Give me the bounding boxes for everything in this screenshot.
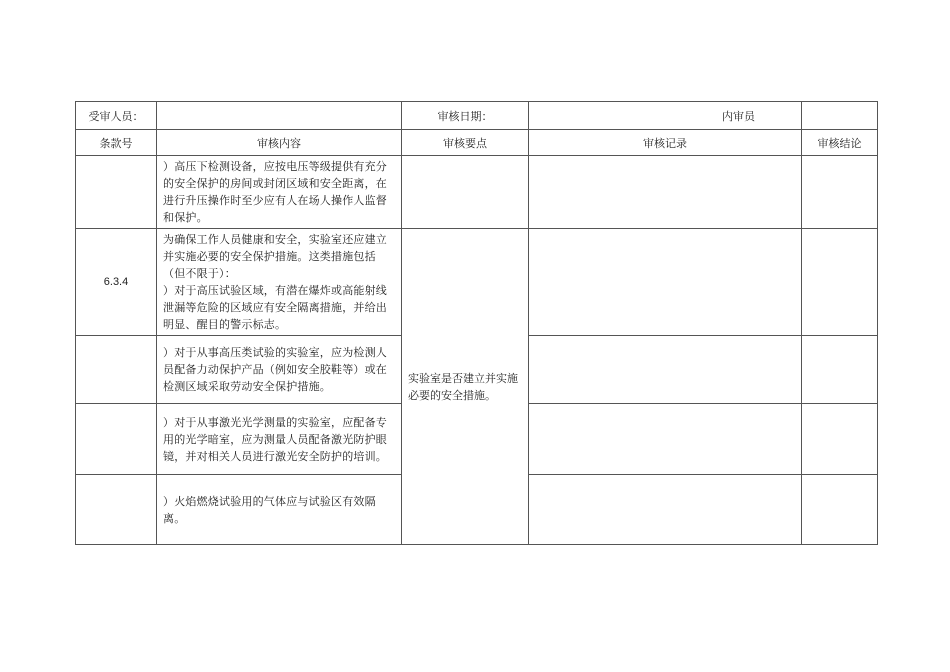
conclusion-cell[interactable] [802,404,878,475]
column-header-row [76,130,878,156]
record-cell[interactable] [529,404,802,475]
conclusion-cell[interactable] [802,336,878,404]
content-cell: ）对于从事高压类试验的实验室，应为检测人员配备力动保护产品（例如安全胶鞋等）或在检测区域采取劳动安全保护措施。 [157,336,402,404]
table-row [76,229,878,336]
header-info-row [76,102,878,130]
clause-cell [76,156,157,229]
table-row [76,156,878,229]
column-header-conclusion: 审核结论 [802,130,878,156]
content-cell: ）火焰燃烧试验用的气体应与试验区有效隔离。 [157,475,402,545]
clause-cell [76,475,157,545]
conclusion-cell[interactable] [802,229,878,336]
clause-cell [76,336,157,404]
column-header-content: 审核内容 [157,130,402,156]
merged-points-cell: 实验室是否建立并实施必要的安全措施。 [402,229,529,545]
clause-cell: 6.3.4 [76,229,157,336]
conclusion-cell[interactable] [802,156,878,229]
audit-checklist-table [75,101,878,545]
audit-date-label: 审核日期： [402,102,529,130]
points-cell [402,156,529,229]
auditee-label: 受审人员： [76,102,157,130]
column-header-clause: 条款号 [76,130,157,156]
content-cell: ）高压下检测设备，应按电压等级提供有充分的安全保护的房间或封闭区域和安全距离，在进行升压操作时至少应有人在场人操作人监督和保护。 [157,156,402,229]
clause-cell [76,404,157,475]
record-cell[interactable] [529,229,802,336]
content-cell: ）对于从事激光光学测量的实验室，应配备专用的光学暗室，应为测量人员配备激光防护眼镜，并对相关人员进行激光安全防护的培训。 [157,404,402,475]
internal-auditor-label: 内审员 [529,102,802,130]
auditee-value-cell[interactable] [157,102,402,130]
record-cell[interactable] [529,475,802,545]
record-cell[interactable] [529,336,802,404]
column-header-records: 审核记录 [529,130,802,156]
content-cell: 为确保工作人员健康和安全，实验室还应建立并实施必要的安全保护措施。这类措施包括（但不限于）： ）对于高压试验区域，有潜在爆炸或高能射线泄漏等危险的区域应有安全隔离措施，并给出明显、醒目的警示标志。 [157,229,402,336]
conclusion-cell[interactable] [802,475,878,545]
record-cell[interactable] [529,156,802,229]
column-header-points: 审核要点 [402,130,529,156]
internal-auditor-value-cell[interactable] [802,102,878,130]
